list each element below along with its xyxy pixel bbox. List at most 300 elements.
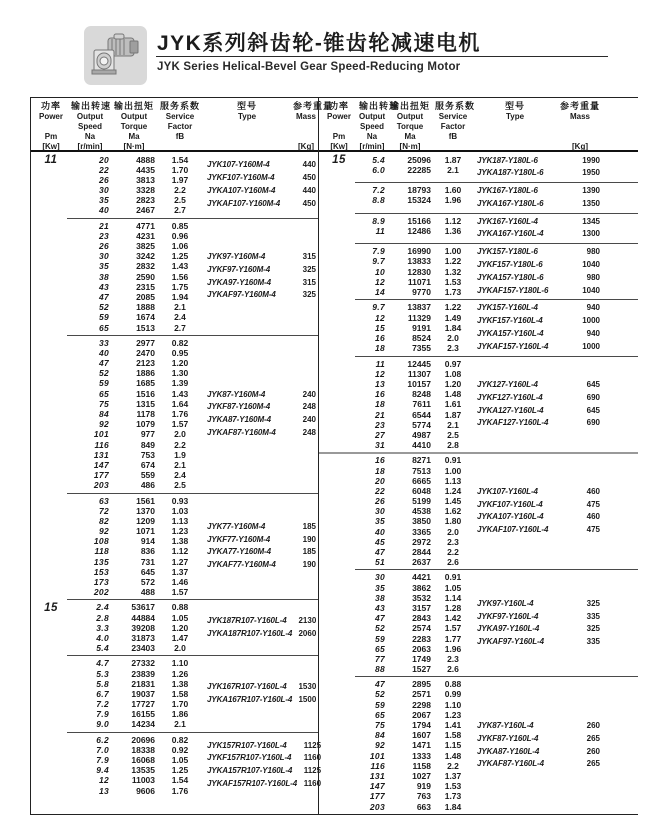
data-block [319,677,638,814]
type-row [207,159,318,172]
output-torque-value: 1178 [136,409,155,419]
header-line: 参考重量 [293,101,334,111]
service-factor-value: 0.82 [171,734,189,745]
type-row [477,524,602,537]
table-row [71,165,201,175]
type-name: JYK87-Y160M-4 [207,389,266,399]
service-factor-value: 1.43 [171,388,189,399]
output-speed-value: 7.9 [96,755,109,765]
type-row [477,216,602,229]
output-speed-value: 52 [98,368,109,379]
table-row [359,527,471,537]
service-factor-value: 2.2 [447,547,459,558]
output-speed-value: 5.8 [96,678,109,689]
output-speed-value: 21 [374,409,385,420]
service-factor-value: 1.58 [171,688,189,699]
type-row [207,765,323,778]
output-speed-value: 26 [98,174,109,185]
service-factor-value: 0.97 [444,358,462,369]
type-name: JYKAF97-Y160M-4 [207,290,276,300]
header-line: 服务系数 [159,101,200,111]
type-name: JYK167R107-Y160L-4 [207,682,287,692]
block-rows [71,735,201,796]
type-row [477,246,602,259]
mass-value: 335 [586,637,600,647]
type-row [477,499,602,512]
output-speed-value: 59 [98,312,109,323]
output-speed-value: 118 [94,546,109,557]
mass-value: 980 [586,247,600,257]
output-torque-value: 1527 [412,664,431,675]
mass-value: 645 [586,379,600,389]
service-factor-value: 1.60 [444,185,462,196]
type-row [477,155,602,168]
table-row [71,658,201,668]
table-row [359,246,471,256]
output-torque-value: 3365 [412,526,431,537]
type-name: JYK157-Y160L-4 [477,303,538,313]
mass-value: 460 [586,486,600,496]
output-speed-value: 8.8 [372,195,385,206]
type-name: JYKA157-Y160L-4 [477,329,544,339]
service-factor-value: 1.49 [444,312,462,323]
power-value [31,338,71,491]
type-row [477,167,602,180]
type-row [477,486,602,499]
output-speed-value: 173 [93,577,109,587]
type-row [477,341,602,354]
service-factor-value: 1.70 [171,164,189,175]
table-row [71,205,201,215]
type-row [477,417,602,430]
column-header [359,101,400,151]
header-line: Service [438,112,468,121]
output-speed-value: 22 [98,164,109,175]
type-name: JYK107-Y160M-4 [207,160,270,170]
output-speed-value: 65 [98,322,109,333]
output-torque-value: 2283 [412,633,431,644]
table-row [359,165,471,175]
output-speed-value: 30 [98,185,109,196]
table-row [71,419,201,429]
mass-value: 2060 [298,628,317,638]
table-row [71,261,201,271]
output-torque-value: 17727 [131,699,155,710]
service-factor-value: 1.42 [444,613,462,624]
type-name: JYK167-Y180L-6 [477,186,538,196]
type-name: JYKA77-Y160M-4 [207,547,271,557]
service-factor-value: 0.96 [171,230,189,241]
output-torque-value: 4538 [412,506,431,517]
service-factor-value: 2.0 [174,643,186,654]
header-line [201,142,293,152]
output-speed-value: 12 [98,775,109,786]
output-speed-value: 177 [93,470,109,481]
output-torque-value: 977 [140,429,155,440]
mass-value: 240 [302,389,316,399]
output-speed-value: 16 [374,389,385,400]
type-row [477,328,602,341]
table-row [359,333,471,343]
block-rows [71,338,201,491]
service-factor-value: 2.7 [174,322,186,333]
header-line: Mass [295,112,316,121]
service-factor-value: 2.6 [447,557,459,568]
power-value [319,359,359,451]
mass-value: 450 [302,173,316,183]
output-torque-value: 27332 [131,658,155,669]
output-speed-value: 101 [93,429,109,440]
service-factor-value: 0.95 [171,347,189,358]
header-line: 输出扭矩 [389,101,430,111]
table-row [71,679,201,689]
block-rows [71,602,201,653]
service-factor-value: 2.7 [174,205,186,216]
type-row [477,259,602,272]
mass-value: 1530 [298,682,317,692]
output-torque-value: 663 [416,801,431,812]
header-line: Output [76,112,104,121]
output-speed-value: 5.4 [372,154,385,165]
output-speed-value: 33 [98,337,109,348]
output-speed-value: 30 [98,251,109,262]
output-torque-value: 2832 [136,261,155,272]
output-speed-value: 52 [374,689,385,700]
page-title: JYK系列斜齿轮-锥齿轮减速电机 [157,32,481,55]
service-factor-value: 1.62 [444,506,462,517]
table-row [359,466,471,476]
output-torque-value: 23403 [131,643,155,654]
output-speed-value: 116 [370,760,385,771]
output-torque-value: 11329 [407,312,431,323]
motor-illustration [84,26,147,85]
table-row [359,323,471,333]
table-row [359,603,471,613]
mass-value: 248 [302,427,316,437]
mass-value: 440 [302,186,316,196]
output-speed-value: 47 [98,358,109,369]
table-row [359,359,471,369]
header-line: Ma [128,132,140,141]
table-row [359,506,471,516]
power-value [31,496,71,598]
table-row [359,761,471,771]
table-row [71,378,201,388]
table-row [359,486,471,496]
data-block [319,356,638,453]
header-line [293,122,319,132]
table-row [71,175,201,185]
table-row [359,476,471,486]
table-row [71,480,201,490]
mass-value: 475 [586,525,600,535]
output-torque-value: 2977 [136,337,155,348]
output-torque-value: 15324 [407,195,431,206]
service-factor-value: 1.30 [171,368,189,379]
output-speed-value: 40 [98,205,109,216]
service-factor-value: 0.91 [444,572,462,583]
output-torque-value: 8271 [412,455,431,466]
table-row [359,455,471,465]
service-factor-value: 2.1 [447,419,459,430]
table-row [71,312,201,322]
service-factor-value: 1.87 [444,409,462,420]
table-row [359,730,471,740]
header-line: Power [38,112,63,121]
mass-value: 325 [586,624,600,634]
column-header [31,101,71,150]
mass-value: 690 [586,392,600,402]
service-factor-value: 1.25 [171,251,189,262]
service-factor-value: 1.13 [171,515,189,526]
output-torque-value: 753 [140,449,155,460]
table-row [71,399,201,409]
output-speed-value: 12 [374,368,385,379]
table-row [359,155,471,165]
output-torque-value: 1674 [136,312,155,323]
header-line [293,132,319,142]
column-header [293,101,334,151]
table-row [359,267,471,277]
header-line: Output [120,112,148,121]
type-row [477,379,602,392]
type-name: JYK167-Y160L-4 [477,216,538,226]
output-torque-value: 4888 [136,154,155,165]
type-row [207,427,318,440]
output-speed-value: 65 [374,643,385,654]
output-torque-value: 731 [140,556,155,567]
header-line: [Kg] [572,142,588,151]
type-row [477,598,602,611]
service-factor-value: 1.14 [444,592,462,603]
table-row [359,720,471,730]
service-factor-value: 1.25 [171,765,189,776]
output-speed-value: 20 [98,154,109,165]
header-line: 输出扭矩 [113,101,154,111]
output-torque-value: 2067 [412,709,431,720]
power-value [319,302,359,353]
output-torque-value: 2298 [412,699,431,710]
type-list [471,572,638,674]
gear-motor-photo-icon [84,26,147,85]
type-row [477,733,602,746]
type-row [477,302,602,315]
service-factor-value: 1.76 [171,785,189,796]
column-header [201,101,293,150]
table-row [71,526,201,536]
mass-value: 265 [586,759,600,769]
mass-value: 1040 [582,260,600,270]
table-row [71,450,201,460]
header-line: Mass [569,112,590,121]
output-speed-value: 18 [374,465,385,476]
output-speed-value: 12 [374,312,385,323]
output-speed-value: 108 [93,536,109,547]
output-speed-value: 40 [374,526,385,537]
table-row [71,292,201,302]
service-factor-value: 1.96 [444,643,462,654]
block-rows [71,496,201,598]
table-row [71,516,201,526]
output-torque-value: 2063 [412,643,431,654]
type-row [207,628,318,641]
output-torque-value: 39208 [131,622,155,633]
output-speed-value: 47 [374,679,385,690]
output-torque-value: 6544 [412,409,431,420]
column-header [319,101,359,150]
table-row [71,613,201,623]
block-rows [359,216,471,242]
type-name: JYKF107-Y160M-4 [207,173,275,183]
type-list [201,338,318,491]
output-speed-value: 35 [374,516,385,527]
service-factor-value: 1.08 [444,368,462,379]
header-line: 功率 [328,101,349,111]
header-line: [Kw] [330,142,348,151]
type-name: JYKAF87-Y160L-4 [477,759,544,769]
table-row [71,567,201,577]
table-row [71,587,201,597]
type-name: JYKA87-Y160L-4 [477,746,540,756]
mass-value: 1160 [303,753,322,763]
output-speed-value: 35 [98,261,109,272]
output-torque-value: 1607 [412,730,431,741]
table-row [71,272,201,282]
output-torque-value: 1794 [412,720,431,731]
type-name: JYK107-Y160L-4 [477,486,538,496]
type-name: JYKAF127-Y160L-4 [477,418,549,428]
service-factor-value: 1.53 [444,276,462,287]
data-block [31,152,318,218]
table-row [71,506,201,516]
type-name: JYKA107-Y160M-4 [207,186,276,196]
header-line: [Kw] [42,142,60,151]
service-factor-value: 1.87 [444,154,462,165]
mass-value: 1500 [298,694,317,704]
type-row [477,611,602,624]
type-list [201,155,318,216]
header-line: fB [448,132,458,141]
table-body [319,152,638,814]
table-row [71,185,201,195]
type-name: JYK187-Y180L-6 [477,155,538,165]
output-speed-value: 203 [369,801,385,812]
mass-value: 1040 [582,285,600,295]
type-name: JYKF97-Y160M-4 [207,264,271,274]
type-name: JYKAF157R107-Y160L-4 [207,778,298,788]
table-row [71,251,201,261]
service-factor-value: 1.57 [171,419,189,430]
output-torque-value: 13833 [407,256,431,267]
table-row [71,323,201,333]
table-row [359,496,471,506]
table-row [359,547,471,557]
table-row [359,572,471,582]
type-row [477,392,602,405]
service-factor-value: 0.92 [171,744,189,755]
type-name: JYKAF107-Y160M-4 [207,198,281,208]
output-torque-value: 2467 [136,205,155,216]
header-line: Type [237,112,257,121]
type-list [471,155,638,181]
output-torque-value: 11071 [407,276,431,287]
output-torque-value: 919 [416,781,431,792]
type-name: JYKA157-Y180L-6 [477,272,544,282]
output-speed-value: 47 [374,613,385,624]
service-factor-value: 1.03 [171,505,189,516]
service-factor-value: 1.41 [444,720,462,731]
output-torque-value: 3862 [412,582,431,593]
service-factor-value: 1.10 [444,699,462,710]
power-value [31,221,71,333]
output-torque-value: 1158 [412,760,431,771]
output-torque-value: 1079 [136,419,155,430]
header-line [471,132,559,142]
output-speed-value: 10 [374,266,385,277]
mass-value: 645 [586,405,600,415]
type-row [477,636,602,649]
type-name: JYKA107-Y160L-4 [477,512,544,522]
mass-value: 1000 [582,316,600,326]
type-list [201,602,318,653]
output-torque-value: 11307 [407,368,431,379]
output-torque-value: 18793 [407,185,431,196]
type-row [477,228,602,241]
output-speed-value: 18 [374,399,385,410]
service-factor-value: 1.70 [171,699,189,710]
table-row [359,751,471,761]
output-speed-value: 30 [374,506,385,517]
type-row [477,720,602,733]
header-line [471,142,559,152]
type-name: JYKF87-Y160M-4 [207,402,271,412]
service-factor-value: 2.0 [447,333,459,344]
data-block [31,600,318,656]
output-speed-value: 116 [94,439,109,450]
header-line: Na [366,132,378,141]
mass-value: 475 [586,499,600,509]
output-speed-value: 43 [374,602,385,613]
service-factor-value: 0.82 [171,337,189,348]
service-factor-value: 1.73 [444,791,462,802]
type-row [477,315,602,328]
header-line [201,122,293,132]
service-factor-value: 1.47 [171,632,189,643]
service-factor-value: 2.1 [174,459,186,470]
service-factor-value: 1.45 [444,496,462,507]
output-speed-value: 131 [93,449,109,460]
table-row [359,440,471,450]
type-name: JYKAF157-Y180L-6 [477,285,549,295]
output-torque-value: 674 [140,459,155,470]
service-factor-value: 1.38 [171,536,189,547]
table-row [71,765,201,775]
type-row [207,546,318,559]
mass-value: 1950 [582,168,600,178]
type-name: JYKA167R107-Y160L-4 [207,694,293,704]
output-speed-value: 65 [98,388,109,399]
output-torque-value: 6665 [412,475,431,486]
data-block [31,656,318,732]
mass-value: 248 [302,402,316,412]
table-row [71,699,201,709]
table-row [71,577,201,587]
type-name: JYKA167-Y180L-6 [477,198,544,208]
output-torque-value: 9191 [412,322,431,333]
power-value [31,735,71,796]
type-name: JYKF87-Y160L-4 [477,733,539,743]
column-header [559,101,601,150]
